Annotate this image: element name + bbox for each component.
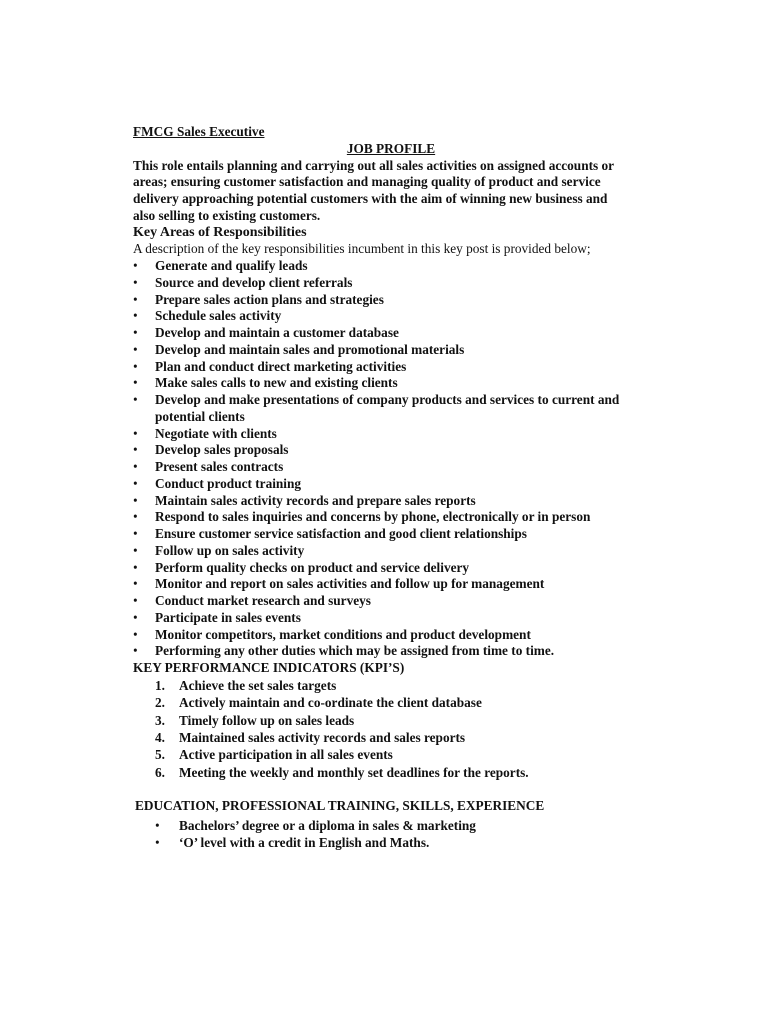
bullet-icon: • (133, 325, 138, 340)
bullet-icon: • (133, 492, 138, 508)
document-page (133, 124, 643, 851)
responsibility-item (133, 560, 643, 577)
responsibility-text: Develop and maintain sales and promotional materials (155, 341, 465, 357)
bullet-icon: • (133, 425, 138, 441)
key-areas-heading: Key Areas of Responsibilities (133, 224, 307, 240)
responsibility-text: Develop and make presentations of company products and services to current and potential clients (155, 392, 620, 424)
responsibility-item (133, 459, 643, 476)
responsibility-text: Generate and qualify leads (155, 258, 308, 273)
responsibility-text: Monitor competitors, market conditions and product development (155, 626, 531, 642)
responsibility-text: Schedule sales activity (155, 308, 282, 324)
responsibility-item (133, 543, 643, 560)
kpi-number: 4. (155, 729, 165, 745)
bullet-icon: • (155, 834, 160, 850)
kpi-item (133, 764, 643, 781)
intro-paragraph: This role entails planning and carrying out all sales activities on assigned accounts or areas; ensuring customer satisfaction and managing quality of product and service delivery approaching potential customers with the aim of winning new business and also selling to existing customers. (133, 157, 614, 223)
bullet-icon: • (133, 609, 138, 625)
bullet-icon: • (133, 459, 138, 474)
responsibilities-list (133, 258, 643, 660)
kpi-item (133, 746, 643, 763)
responsibility-text: Participate in sales events (155, 609, 301, 625)
responsibility-item (133, 325, 643, 342)
responsibility-item (133, 392, 643, 426)
bullet-icon: • (133, 593, 138, 608)
bullet-icon: • (133, 274, 138, 290)
kpi-text: Actively maintain and co-ordinate the client database (179, 695, 482, 711)
education-item (133, 835, 643, 852)
responsibility-item (133, 576, 643, 593)
education-text: ‘O’ level with a credit in English and Maths. (179, 834, 430, 850)
responsibility-item (133, 442, 643, 459)
responsibility-item (133, 509, 643, 526)
responsibility-text: Make sales calls to new and existing clients (155, 375, 398, 391)
responsibility-item (133, 308, 643, 325)
bullet-icon: • (133, 442, 138, 458)
kpi-text: Active participation in all sales events (179, 747, 393, 763)
responsibility-text: Monitor and report on sales activities and follow up for management (155, 576, 545, 592)
kpi-number: 5. (155, 747, 165, 763)
responsibility-text: Negotiate with clients (155, 425, 277, 441)
bullet-icon: • (133, 643, 138, 659)
kpi-text: Meeting the weekly and monthly set deadlines for the reports. (179, 764, 529, 780)
kpi-number: 1. (155, 677, 165, 693)
responsibility-text: Present sales contracts (155, 459, 284, 474)
education-list (133, 818, 643, 852)
kpi-number: 2. (155, 695, 165, 711)
bullet-icon: • (133, 475, 138, 491)
responsibility-item (133, 258, 643, 275)
bullet-icon: • (133, 341, 138, 357)
responsibility-text: Conduct product training (155, 475, 302, 491)
responsibility-text: Respond to sales inquiries and concerns by phone, electronically or in person (155, 509, 591, 525)
responsibility-item (133, 493, 643, 510)
job-profile-heading: JOB PROFILE (346, 140, 436, 156)
responsibility-text: Conduct market research and surveys (155, 593, 371, 608)
education-heading: EDUCATION, PROFESSIONAL TRAINING, SKILLS, EXPERIENCE (135, 798, 545, 814)
responsibility-text: Follow up on sales activity (155, 542, 305, 558)
bullet-icon: • (133, 392, 138, 407)
kpi-item (133, 729, 643, 746)
education-item (133, 818, 643, 835)
responsibility-item (133, 610, 643, 627)
kpi-number: 3. (155, 712, 165, 728)
responsibility-text: Perform quality checks on product and service delivery (155, 559, 470, 575)
responsibility-item (133, 359, 643, 376)
responsibility-item (133, 375, 643, 392)
responsibility-item (133, 643, 643, 660)
responsibility-item (133, 627, 643, 644)
bullet-icon: • (133, 375, 138, 391)
bullet-icon: • (133, 509, 138, 525)
kpi-number: 6. (155, 764, 165, 780)
kpi-heading: KEY PERFORMANCE INDICATORS (KPI’S) (133, 660, 405, 675)
bullet-icon: • (133, 526, 138, 541)
responsibility-item (133, 342, 643, 359)
responsibility-text: Ensure customer service satisfaction and good client relationships (155, 526, 527, 541)
responsibility-item (133, 292, 643, 309)
bullet-icon: • (133, 559, 138, 575)
responsibility-text: Source and develop client referrals (155, 274, 353, 290)
bullet-icon: • (133, 358, 138, 374)
kpi-item (133, 712, 643, 729)
responsibility-item (133, 476, 643, 493)
kpi-text: Achieve the set sales targets (179, 677, 337, 693)
key-areas-description: A description of the key responsibilities incumbent in this key post is provided below; (133, 241, 591, 257)
responsibility-text: Plan and conduct direct marketing activities (155, 358, 407, 374)
bullet-icon: • (133, 626, 138, 642)
kpi-item (133, 677, 643, 694)
bullet-icon: • (133, 308, 138, 324)
responsibility-text: Performing any other duties which may be assigned from time to time. (155, 643, 555, 659)
kpi-text: Timely follow up on sales leads (179, 712, 355, 728)
responsibility-text: Maintain sales activity records and prepare sales reports (155, 492, 476, 508)
responsibility-text: Develop sales proposals (155, 442, 289, 458)
responsibility-item (133, 426, 643, 443)
bullet-icon: • (133, 542, 138, 558)
responsibility-item (133, 526, 643, 543)
responsibility-item (133, 275, 643, 292)
bullet-icon: • (133, 258, 138, 273)
document-title: FMCG Sales Executive (133, 124, 265, 139)
kpi-item (133, 694, 643, 711)
kpi-list (133, 677, 643, 781)
responsibility-text: Prepare sales action plans and strategies (155, 291, 384, 307)
responsibility-text: Develop and maintain a customer database (155, 325, 399, 340)
bullet-icon: • (155, 817, 160, 833)
responsibility-item (133, 593, 643, 610)
education-text: Bachelors’ degree or a diploma in sales & marketing (179, 817, 476, 833)
bullet-icon: • (133, 291, 138, 307)
bullet-icon: • (133, 576, 138, 592)
kpi-text: Maintained sales activity records and sales reports (179, 729, 466, 745)
